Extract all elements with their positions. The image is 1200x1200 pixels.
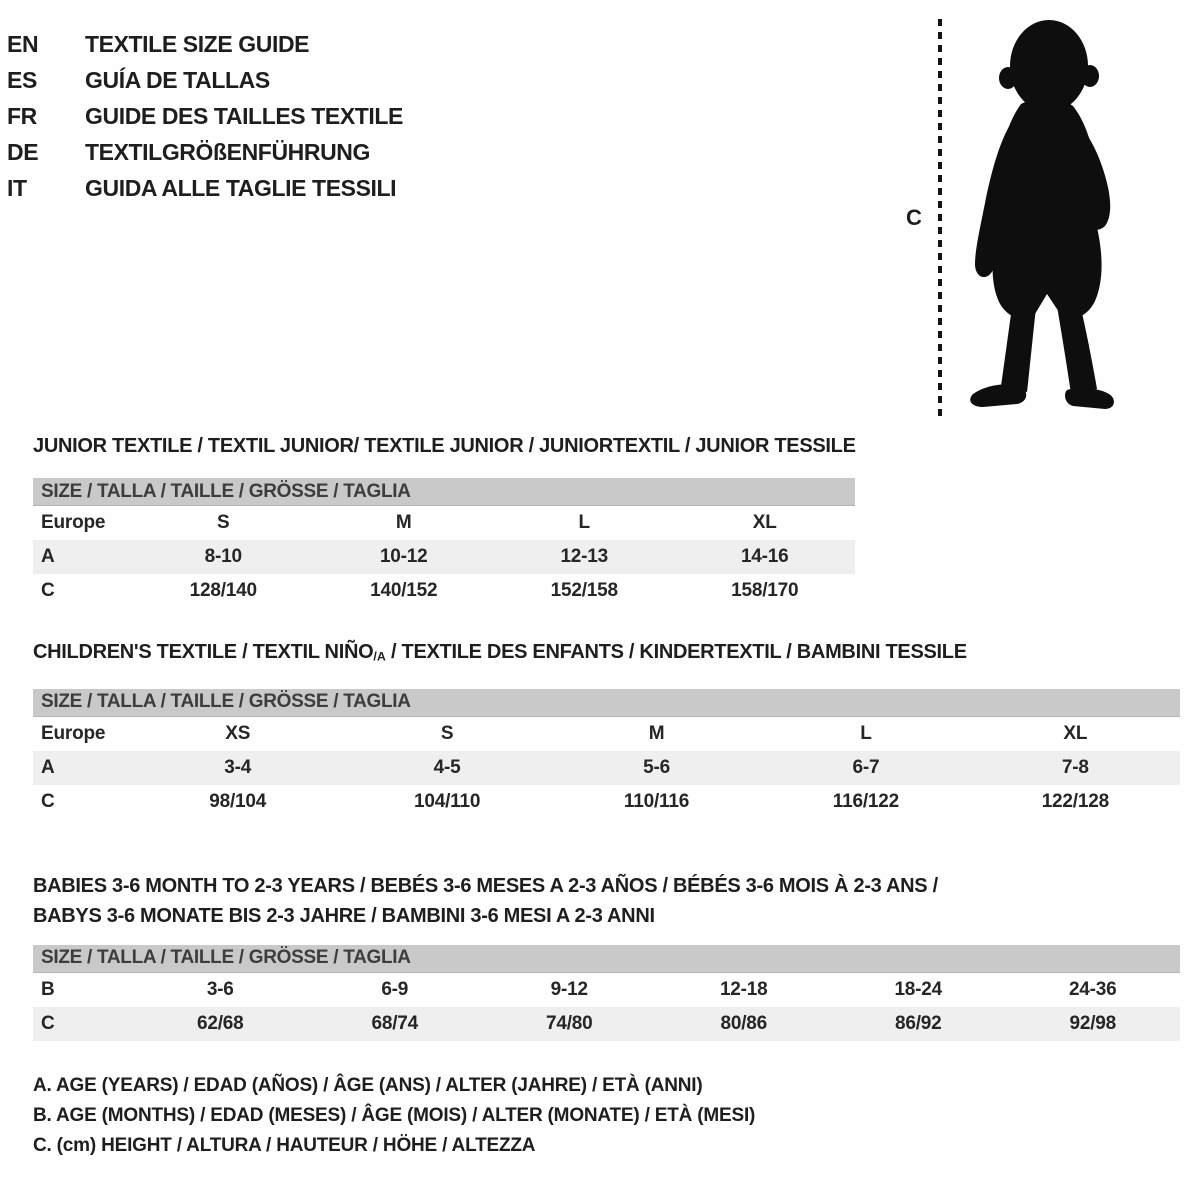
row-label: Europe (41, 722, 106, 744)
row-label: C (41, 580, 55, 601)
table-row (33, 1007, 1180, 1041)
table-cell: XS (225, 722, 251, 744)
legend-age-years: A. AGE (YEARS) / EDAD (AÑOS) / ÂGE (ANS) / ALTER (JAHRE) / ETÀ (ANNI) (33, 1074, 703, 1096)
table-cell: 98/104 (209, 790, 267, 812)
height-figure (906, 16, 1134, 420)
guide-title-en: TEXTILE SIZE GUIDE (85, 30, 310, 57)
babies-title-line2: BABYS 3-6 MONATE BIS 2-3 JAHRE / BAMBINI 3-6 MESI A 2-3 ANNI (33, 904, 655, 927)
row-label: C (41, 1012, 55, 1034)
table-row (33, 785, 1180, 819)
table-cell: 12-18 (719, 978, 768, 1000)
lang-code: FR (7, 102, 37, 129)
legend-age-months: B. AGE (MONTHS) / EDAD (MESES) / ÂGE (MOIS) / ALTER (MONATE) / ETÀ (MESI) (33, 1104, 756, 1126)
children-size-header-bar: SIZE / TALLA / TAILLE / GRÖSSE / TAGLIA (33, 689, 1180, 717)
height-measure-line (938, 19, 942, 417)
table-cell: 92/98 (1069, 1012, 1117, 1034)
lang-code: EN (7, 30, 39, 57)
table-cell: L (578, 512, 590, 533)
babies-title-line1: BABIES 3-6 MONTH TO 2-3 YEARS / BEBÉS 3-6 MESES A 2-3 AÑOS / BÉBÉS 3-6 MOIS À 2-3 ANS / (33, 874, 938, 897)
lang-code: DE (7, 138, 39, 165)
table-cell: 9-12 (550, 978, 588, 1000)
table-cell: 86/92 (894, 1012, 942, 1034)
table-row (33, 506, 855, 540)
table-cell: XL (752, 512, 777, 533)
table-cell: 7-8 (1061, 756, 1089, 778)
table-cell: 140/152 (370, 580, 438, 601)
table-row (33, 540, 855, 574)
table-cell: M (648, 722, 665, 744)
height-measure-label: C (906, 205, 922, 230)
table-row (33, 751, 1180, 785)
row-label: A (41, 546, 55, 567)
table-cell: 158/170 (731, 580, 799, 601)
table-cell: 18-24 (894, 978, 943, 1000)
table-cell: 10-12 (379, 546, 428, 567)
table-cell: 80/86 (720, 1012, 768, 1034)
guide-title-fr: GUIDE DES TAILLES TEXTILE (85, 102, 403, 129)
guide-title-de: TEXTILGRÖßENFÜHRUNG (85, 138, 370, 165)
children-title-sub: /A (373, 649, 386, 664)
table-cell: 104/110 (413, 790, 481, 812)
row-label: A (41, 756, 55, 778)
babies-size-table (33, 945, 1180, 1041)
table-cell: 5-6 (643, 756, 670, 778)
table-cell: S (217, 512, 230, 533)
table-cell: XL (1063, 722, 1088, 744)
junior-table-title: JUNIOR TEXTILE / TEXTIL JUNIOR/ TEXTILE JUNIOR / JUNIORTEXTIL / JUNIOR TESSILE (33, 435, 856, 457)
table-cell: 3-4 (224, 756, 252, 778)
table-cell: L (860, 722, 872, 744)
table-cell: 8-10 (204, 546, 242, 567)
table-row (33, 574, 855, 608)
table-cell: 6-9 (381, 978, 409, 1000)
junior-size-header-bar: SIZE / TALLA / TAILLE / GRÖSSE / TAGLIA (33, 478, 855, 506)
guide-title-it: GUIDA ALLE TAGLIE TESSILI (85, 174, 397, 201)
table-cell: 68/74 (371, 1012, 419, 1034)
table-cell: 110/116 (623, 790, 690, 812)
guide-title-es: GUÍA DE TALLAS (85, 66, 270, 93)
junior-size-table (33, 478, 855, 608)
row-label: B (41, 978, 55, 1000)
table-cell: 3-6 (206, 978, 234, 1000)
table-cell: 128/140 (189, 580, 257, 601)
children-title-prefix: CHILDREN'S TEXTILE / TEXTIL NIÑO (33, 641, 374, 663)
children-title-suffix: / TEXTILE DES ENFANTS / KINDERTEXTIL / BAMBINI TESSILE (385, 641, 967, 663)
row-label: C (41, 790, 55, 812)
children-table-title (33, 640, 1180, 669)
children-size-table (33, 689, 1180, 819)
babies-table-title (33, 871, 1180, 931)
table-cell: 62/68 (196, 1012, 244, 1034)
measure-legend (33, 1071, 1180, 1161)
table-cell: 6-7 (852, 756, 880, 778)
table-cell: 4-5 (433, 756, 461, 778)
table-cell: 24-36 (1068, 978, 1117, 1000)
toddler-silhouette-icon (956, 18, 1134, 418)
row-label: Europe (41, 512, 106, 533)
legend-height-cm: C. (cm) HEIGHT / ALTURA / HAUTEUR / HÖHE / ALTEZZA (33, 1134, 536, 1156)
table-row (33, 717, 1180, 751)
table-cell: 74/80 (545, 1012, 593, 1034)
table-cell: M (395, 512, 412, 533)
table-cell: 152/158 (550, 580, 618, 601)
table-cell: 122/128 (1041, 790, 1109, 812)
table-cell: S (440, 722, 454, 744)
table-cell: 116/122 (832, 790, 900, 812)
lang-code: IT (7, 174, 27, 201)
babies-size-header-bar: SIZE / TALLA / TAILLE / GRÖSSE / TAGLIA (33, 945, 1180, 973)
lang-code: ES (7, 66, 37, 93)
table-cell: 14-16 (740, 546, 789, 567)
table-cell: 12-13 (560, 546, 609, 567)
table-row (33, 973, 1180, 1007)
